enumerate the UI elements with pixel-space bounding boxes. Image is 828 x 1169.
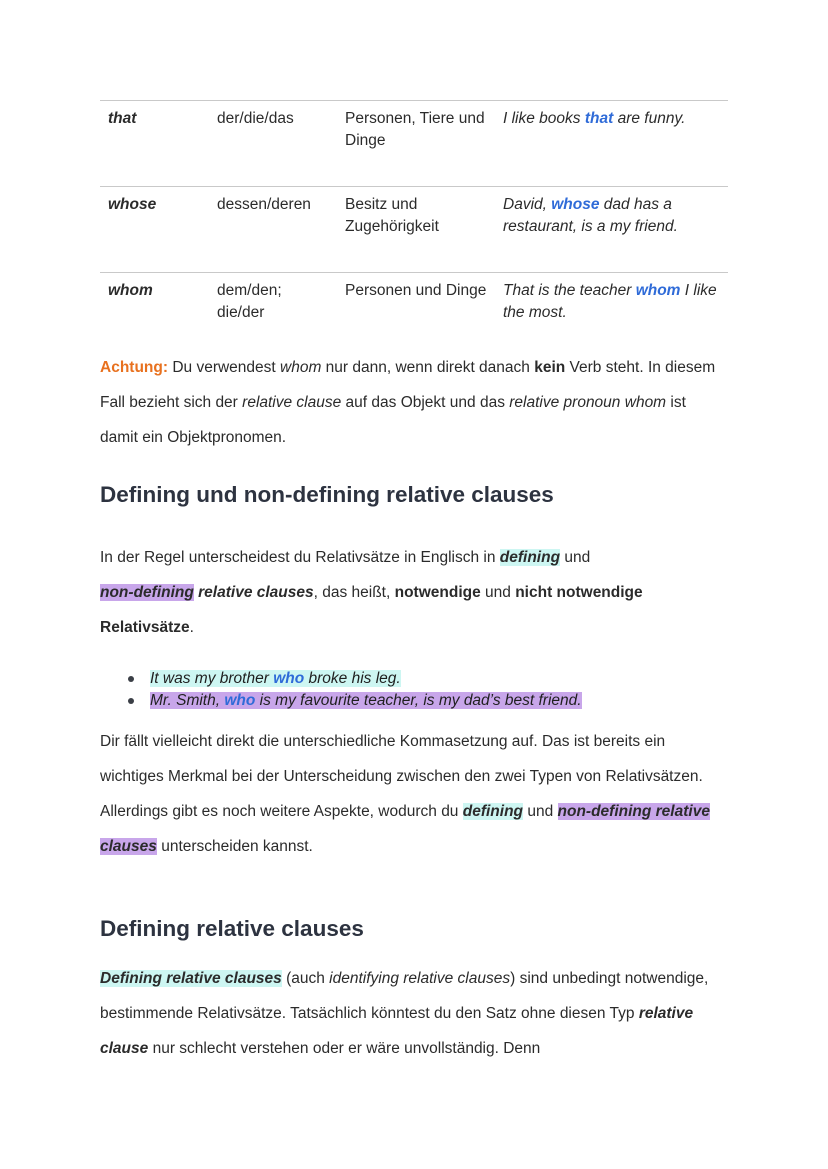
- highlight-defining: defining: [462, 803, 524, 820]
- note-label: Achtung:: [100, 359, 169, 376]
- table-row: [100, 101, 728, 187]
- example-cell: David, whose dad has a restaurant, is a my friend.: [503, 196, 678, 235]
- list-item: [100, 690, 582, 712]
- note-paragraph: Achtung: Du verwendest whom nur dann, wenn direkt danach kein Verb steht. In diesem Fall bezieht sich der relative clause auf das Objekt und das relative pronoun whom ist damit ein Objektpronomen.: [100, 359, 716, 446]
- pronoun-cell: whom: [108, 282, 153, 299]
- example-list: [100, 668, 582, 712]
- pronoun-cell: that: [108, 110, 137, 127]
- table-row: [100, 187, 728, 273]
- keyword: whom: [635, 282, 681, 299]
- highlight-defining: Defining relative clauses: [100, 970, 282, 987]
- example-cell: That is the teacher whom I like the most.: [503, 282, 717, 321]
- highlight-non-defining: non-defining relative clauses: [100, 803, 710, 855]
- keyword: that: [584, 110, 614, 127]
- keyword: whose: [551, 196, 600, 213]
- german-cell: dessen/deren: [217, 196, 311, 213]
- highlight-non-defining: non-defining: [100, 584, 194, 601]
- keyword: who: [273, 670, 305, 687]
- relative-pronoun-table: [100, 100, 728, 359]
- list-item: [100, 668, 582, 690]
- comparison-paragraph: Dir fällt vielleicht direkt die unterschiedliche Kommasetzung auf. Das ist bereits ein wichtiges Merkmal bei der Unterscheidung zwischen den zwei Typen von Relativsätzen. Allerdings gibt es noch weitere Aspekte, wodurch du defining und non-defining relative clauses unterscheiden kannst.: [100, 733, 710, 855]
- section-heading: Defining und non-defining relative clauses: [100, 482, 554, 507]
- table-row: [100, 273, 728, 359]
- usage-cell: Personen, Tiere und Dinge: [345, 110, 485, 149]
- intro-paragraph: In der Regel unterscheidest du Relativsätze in Englisch in defining und non-defining relative clauses, das heißt, notwendige und nicht notwendige Relativsätze.: [100, 549, 643, 636]
- defining-paragraph: Defining relative clauses (auch identifying relative clauses) sind unbedingt notwendige, bestimmende Relativsätze. Tatsächlich könntest du den Satz ohne diesen Typ relative clause nur schlecht verstehen oder er wäre unvollständig. Denn: [100, 970, 709, 1057]
- example-cell: I like books that are funny.: [503, 110, 686, 127]
- section-heading: Defining relative clauses: [100, 916, 364, 941]
- example-non-defining: Mr. Smith, who is my favourite teacher, is my dad’s best friend.: [150, 692, 582, 709]
- german-cell: der/die/das: [217, 110, 294, 127]
- pronoun-cell: whose: [108, 196, 157, 213]
- keyword: who: [224, 692, 256, 709]
- usage-cell: Besitz und Zugehörigkeit: [345, 196, 439, 235]
- example-defining: It was my brother who broke his leg.: [150, 670, 401, 687]
- highlight-defining: defining: [499, 549, 561, 566]
- usage-cell: Personen und Dinge: [345, 282, 487, 299]
- german-cell: dem/den; die/der: [217, 282, 282, 321]
